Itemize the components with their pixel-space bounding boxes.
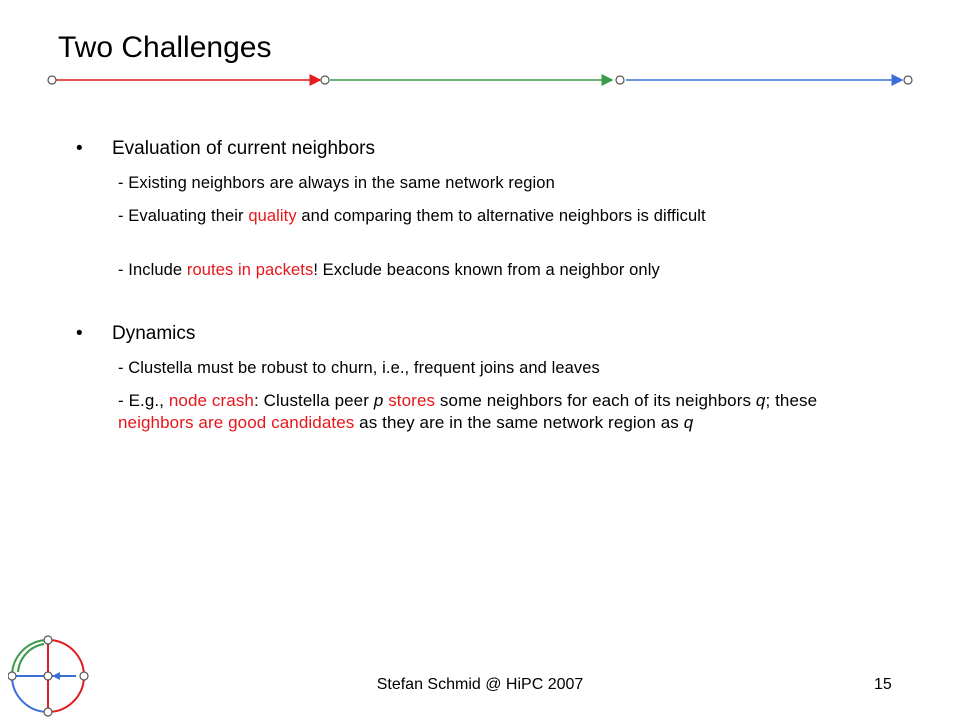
body-text: as they are in the same network region as <box>354 413 684 432</box>
sub-item <box>118 390 838 434</box>
sub-item <box>118 205 838 227</box>
body-text: : Clustella peer <box>254 391 374 410</box>
body-text: and comparing them to alternative neighbors is difficult <box>296 207 706 225</box>
sub-item <box>118 259 838 281</box>
footer-author: Stefan Schmid @ HiPC 2007 <box>376 676 584 693</box>
bullet-text: Evaluation of current neighbors <box>112 138 375 159</box>
body-text: - Evaluating their <box>118 207 249 225</box>
body-text: - E.g., <box>118 391 169 410</box>
variable-text: p <box>373 391 384 410</box>
variable-text: q <box>683 413 694 432</box>
body-text: some neighbors for each of its neighbors <box>435 391 756 410</box>
emphasis-text: stores <box>388 391 436 410</box>
sub-item <box>118 357 838 379</box>
arrow-chain-icon <box>0 0 960 100</box>
body-text: ! Exclude beacons known from a neighbor only <box>313 261 660 279</box>
emphasis-text: neighbors are good candidates <box>118 413 355 432</box>
page-number: 15 <box>874 676 892 693</box>
body-text: - Clustella must be robust to churn, i.e., frequent joins and leaves <box>118 359 600 377</box>
slide-title: Two Challenges <box>58 31 272 64</box>
emphasis-text: quality <box>248 207 297 225</box>
variable-text: q <box>755 391 766 410</box>
body-text: - Existing neighbors are always in the same network region <box>118 174 555 192</box>
bullet-text: Dynamics <box>112 323 196 344</box>
body-text: ; these <box>765 391 818 410</box>
bullet-marker: • <box>76 138 83 159</box>
sub-item <box>118 172 838 194</box>
emphasis-text: routes in packets <box>186 261 314 279</box>
bullet-marker: • <box>76 323 83 344</box>
emphasis-text: node crash <box>168 391 254 410</box>
body-text: - Include <box>118 261 187 279</box>
